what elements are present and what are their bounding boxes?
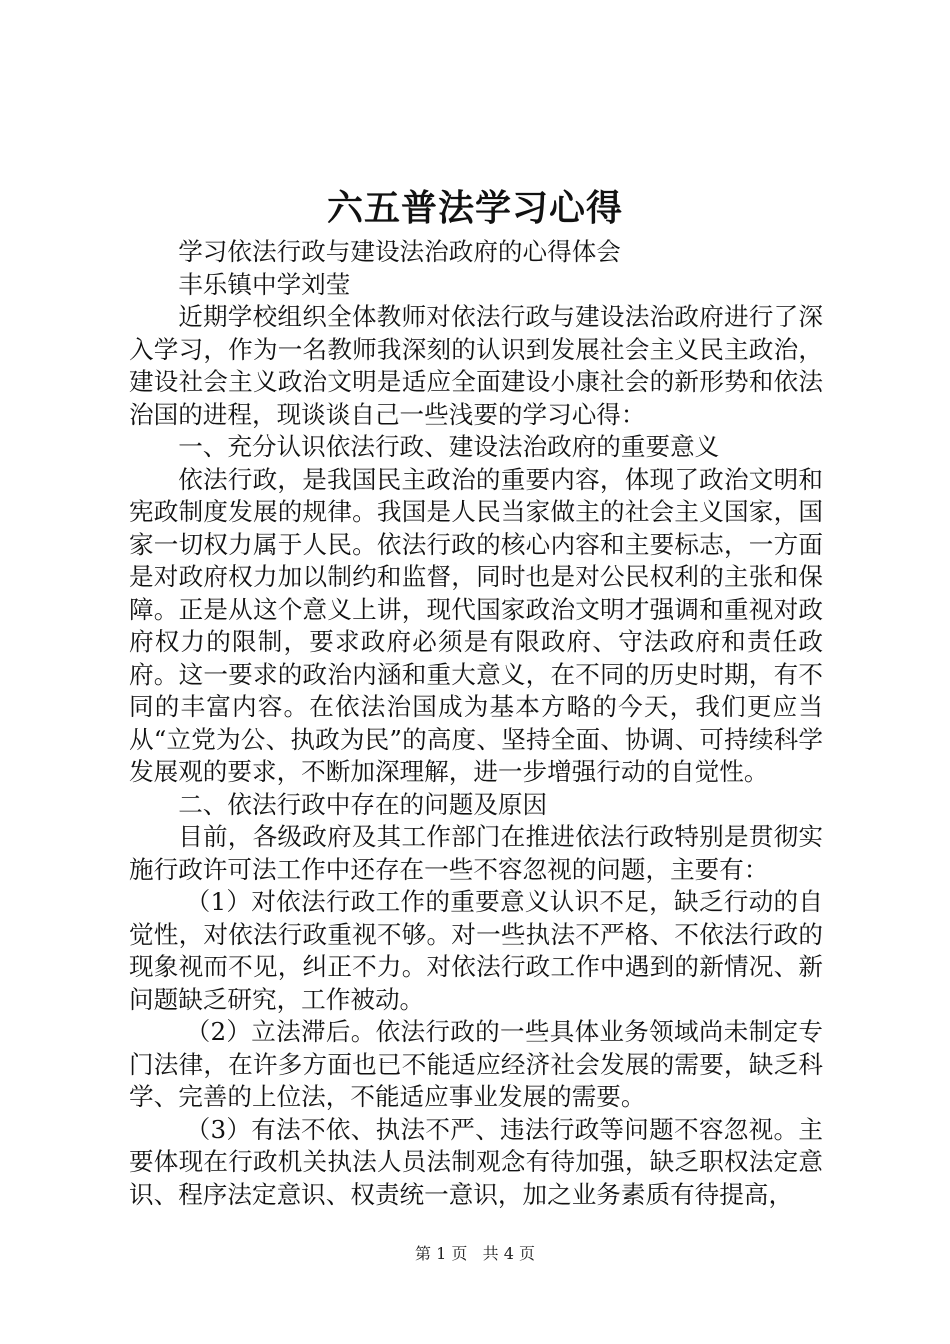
document-title: 六五普法学习心得 xyxy=(326,187,623,229)
author-paragraph: 丰乐镇中学刘莹 xyxy=(178,269,351,299)
list-item-3: （3）有法不依、执法不严、违法行政等问题不容忽视。主要体现在行政机关执法人员法制观念有待加强，缺乏职权法定意识、程序法定意识、权责统一意识，加之业务素质有待提高， xyxy=(129,1114,823,1209)
section-heading-1: 一、充分认识依法行政、建设法治政府的重要意义 xyxy=(178,432,720,461)
page-number-label: 第 1 页 共 4 页 xyxy=(415,1244,535,1263)
intro-paragraph: 近期学校组织全体教师对依法行政与建设法治政府进行了深入学习，作为一名教师我深刻的认识到发展社会主义民主政治，建设社会主义政治文明是适应全面建设小康社会的新形势和依法治国的进程，现谈谈自己一些浅要的学习心得： xyxy=(129,302,823,429)
list-item-2: （2）立法滞后。依法行政的一些具体业务领域尚未制定专门法律，在许多方面也已不能适应经济社会发展的需要，缺乏科学、完善的上位法，不能适应事业发展的需要。 xyxy=(129,1017,823,1111)
body-paragraph: 目前，各级政府及其工作部门在推进依法行政特别是贯彻实施行政许可法工作中还存在一些不容忽视的问题，主要有： xyxy=(129,822,823,884)
list-item-1: （1）对依法行政工作的重要意义认识不足，缺乏行动的自觉性，对依法行政重视不够。对一些执法不严格、不依法行政的现象视而不见，纠正不力。对依法行政工作中遇到的新情况、新问题缺乏研究，工作被动。 xyxy=(129,887,823,1014)
document-body xyxy=(129,236,823,1211)
page-footer xyxy=(0,1243,950,1265)
subtitle-paragraph: 学习依法行政与建设法治政府的心得体会 xyxy=(178,237,621,266)
body-paragraph: 依法行政，是我国民主政治的重要内容，体现了政治文明和宪政制度发展的规律。我国是人民当家做主的社会主义国家，国家一切权力属于人民。依法行政的核心内容和主要标志，一方面是对政府权力加以制约和监督，同时也是对公民权利的主张和保障。正是从这个意义上讲，现代国家政治文明才强调和重视对政府权力的限制，要求政府必须是有限政府、守法政府和责任政府。这一要求的政治内涵和重大意义，在不同的历史时期，有不同的丰富内容。在依法治国成为基本方略的今天，我们更应当从“立党为公、执政为民”的高度、坚持全面、协调、可持续科学发展观的要求，不断加深理解，进一步增强行动的自觉性。 xyxy=(129,464,823,786)
section-heading-2: 二、依法行政中存在的问题及原因 xyxy=(178,789,548,819)
